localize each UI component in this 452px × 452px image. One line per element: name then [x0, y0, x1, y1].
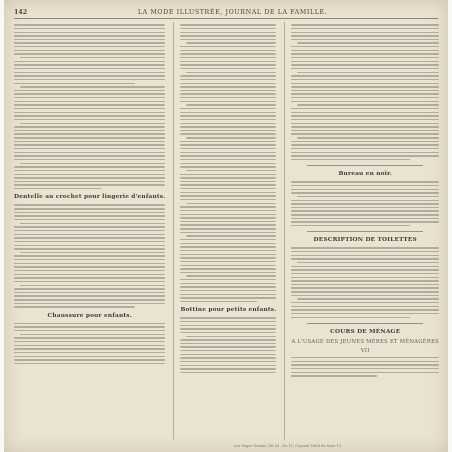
text-line — [291, 32, 439, 33]
text-line — [14, 130, 165, 131]
text-line — [297, 196, 439, 197]
section-divider — [307, 165, 423, 166]
text-line — [14, 28, 165, 29]
text-line — [180, 144, 276, 145]
text-line — [291, 133, 439, 134]
section-subheading: A L'USAGE DES JEUNES MÈRES ET MÉNAGÈRES — [291, 338, 440, 345]
journal-title: LA MODE ILLUSTRÉE, JOURNAL DE LA FAMILLE. — [137, 8, 328, 16]
text-line — [180, 93, 276, 94]
text-line — [291, 375, 377, 376]
text-line — [180, 188, 276, 189]
text-line — [291, 291, 439, 292]
text-line — [14, 359, 165, 360]
text-line — [297, 137, 439, 138]
text-block — [180, 317, 276, 373]
text-line — [14, 263, 165, 264]
text-line — [20, 57, 165, 58]
text-line — [14, 215, 165, 216]
text-line — [180, 123, 276, 124]
text-line — [291, 155, 439, 156]
text-line — [14, 266, 165, 267]
text-line — [14, 306, 135, 307]
text-line — [186, 42, 276, 43]
text-line — [20, 285, 165, 286]
text-line — [291, 144, 439, 145]
text-line — [180, 101, 276, 102]
text-line — [180, 261, 276, 262]
text-line — [291, 210, 439, 211]
text-line — [180, 75, 276, 76]
text-line — [14, 90, 165, 91]
section-divider — [307, 323, 423, 324]
text-line — [291, 361, 439, 362]
text-line — [180, 32, 276, 33]
text-line — [291, 115, 439, 116]
text-line — [14, 188, 102, 189]
text-line — [291, 273, 439, 274]
text-line — [180, 166, 276, 167]
section-chapter-number: VII — [360, 347, 370, 354]
text-line — [291, 68, 439, 69]
text-line — [291, 317, 409, 318]
text-line — [180, 214, 276, 215]
text-line — [14, 259, 165, 260]
text-line — [14, 219, 165, 220]
text-line — [186, 235, 276, 236]
text-line — [291, 90, 439, 91]
text-line — [291, 61, 439, 62]
text-line — [180, 90, 276, 91]
text-line — [291, 200, 439, 201]
text-line — [14, 108, 165, 109]
text-line — [291, 148, 439, 149]
text-line — [14, 303, 165, 304]
text-line — [180, 46, 276, 47]
text-line — [291, 255, 439, 256]
text-line — [180, 97, 276, 98]
text-line — [14, 68, 165, 69]
text-line — [14, 83, 135, 84]
text-line — [180, 181, 276, 182]
text-line — [291, 101, 439, 102]
text-line — [291, 57, 439, 58]
text-line — [180, 195, 276, 196]
text-block — [14, 204, 165, 307]
newspaper-page — [4, 0, 448, 452]
text-line — [14, 166, 165, 167]
text-line — [14, 234, 165, 235]
text-line — [180, 294, 276, 295]
text-line — [180, 115, 276, 116]
text-line — [180, 250, 276, 251]
text-line — [291, 123, 439, 124]
text-line — [291, 368, 439, 369]
text-line — [20, 252, 165, 253]
text-line — [180, 357, 276, 358]
text-line — [180, 328, 276, 329]
text-line — [186, 104, 276, 105]
text-line — [291, 214, 439, 215]
text-line — [291, 221, 439, 222]
text-line — [180, 148, 276, 149]
text-line — [180, 199, 276, 200]
text-line — [14, 115, 165, 116]
text-line — [180, 126, 276, 127]
text-line — [14, 292, 165, 293]
text-line — [180, 279, 276, 280]
text-block — [291, 247, 439, 318]
text-line — [14, 226, 165, 227]
text-line — [297, 72, 439, 73]
text-line — [291, 97, 439, 98]
section-heading: DESCRIPTION DE TOILETTES — [313, 237, 417, 244]
text-line — [180, 254, 276, 255]
text-line — [180, 224, 276, 225]
text-line — [180, 174, 276, 175]
text-line — [20, 123, 165, 124]
text-line — [291, 189, 439, 190]
text-line — [14, 248, 165, 249]
text-line — [291, 313, 439, 314]
text-line — [180, 265, 276, 266]
text-line — [180, 283, 276, 284]
page-footer-note: Les Pages Grisatt, Dit A1, No 11, Copoint 1868 de Sous 12. — [234, 444, 343, 448]
text-line — [291, 218, 439, 219]
text-line — [14, 177, 165, 178]
text-line — [180, 53, 276, 54]
text-line — [186, 275, 276, 276]
text-line — [14, 341, 165, 342]
text-line — [14, 363, 165, 364]
text-line — [14, 42, 165, 43]
text-line — [14, 101, 165, 102]
text-line — [14, 174, 165, 175]
text-line — [14, 133, 165, 134]
text-line — [180, 354, 276, 355]
text-line — [180, 61, 276, 62]
text-line — [14, 112, 165, 113]
text-line — [180, 246, 276, 247]
text-line — [14, 35, 165, 36]
section-heading: Chaussure pour enfants. — [47, 312, 132, 319]
text-line — [14, 323, 165, 324]
text-line — [180, 39, 276, 40]
text-line — [14, 144, 165, 145]
text-line — [14, 79, 165, 80]
text-line — [180, 133, 276, 134]
text-line — [180, 210, 276, 211]
text-line — [14, 230, 165, 231]
text-line — [14, 208, 165, 209]
section-heading: Bureau en noir. — [338, 171, 393, 178]
text-line — [180, 159, 276, 160]
section-divider — [307, 231, 423, 232]
text-line — [14, 337, 165, 338]
text-line — [180, 301, 257, 302]
text-line — [14, 330, 165, 331]
text-line — [297, 104, 439, 105]
text-line — [297, 262, 439, 263]
text-line — [291, 306, 439, 307]
text-line — [180, 297, 276, 298]
text-line — [186, 203, 276, 204]
text-line — [14, 53, 165, 54]
text-line — [291, 280, 439, 281]
text-line — [291, 159, 409, 160]
text-line — [14, 104, 165, 105]
text-line — [14, 345, 165, 346]
text-line — [291, 126, 439, 127]
text-line — [180, 290, 276, 291]
text-line — [14, 32, 165, 33]
page-header — [14, 6, 438, 19]
text-line — [14, 326, 165, 327]
text-line — [180, 321, 276, 322]
text-line — [180, 35, 276, 36]
text-line — [14, 155, 165, 156]
text-line — [180, 184, 276, 185]
text-line — [14, 148, 165, 149]
text-line — [291, 93, 439, 94]
text-line — [14, 288, 165, 289]
text-line — [291, 203, 439, 204]
text-line — [180, 79, 276, 80]
text-line — [180, 155, 276, 156]
text-line — [180, 339, 276, 340]
text-line — [180, 119, 276, 120]
text-line — [180, 141, 276, 142]
text-line — [180, 243, 276, 244]
text-line — [291, 251, 439, 252]
text-line — [291, 83, 439, 84]
column-middle — [173, 22, 276, 440]
text-line — [14, 181, 165, 182]
text-line — [291, 39, 439, 40]
text-line — [180, 50, 276, 51]
text-line — [14, 93, 165, 94]
text-line — [14, 277, 165, 278]
text-line — [180, 268, 276, 269]
text-line — [14, 72, 165, 73]
text-line — [291, 372, 439, 373]
text-line — [14, 295, 165, 296]
text-line — [186, 72, 276, 73]
text-block — [14, 323, 165, 364]
text-line — [20, 86, 165, 87]
text-line — [291, 141, 439, 142]
text-line — [14, 204, 165, 205]
text-line — [180, 228, 276, 229]
text-line — [180, 365, 276, 366]
text-line — [14, 137, 165, 138]
text-line — [180, 257, 276, 258]
text-line — [180, 68, 276, 69]
text-line — [291, 266, 439, 267]
text-line — [186, 336, 276, 337]
text-line — [291, 64, 439, 65]
text-line — [291, 28, 439, 29]
text-block — [291, 357, 439, 377]
text-line — [291, 192, 439, 193]
text-line — [14, 274, 165, 275]
text-line — [291, 50, 439, 51]
text-line — [291, 152, 439, 153]
text-line — [291, 302, 439, 303]
text-line — [291, 269, 439, 270]
text-line — [291, 287, 439, 288]
text-block — [291, 24, 439, 160]
text-line — [14, 141, 165, 142]
text-line — [14, 97, 165, 98]
page-number: 142 — [14, 8, 28, 16]
text-line — [14, 46, 165, 47]
text-line — [180, 317, 276, 318]
text-line — [14, 75, 165, 76]
text-line — [14, 61, 165, 62]
text-line — [20, 163, 165, 164]
text-line — [291, 207, 439, 208]
text-line — [291, 24, 439, 25]
article-columns — [14, 22, 438, 440]
section-heading: COURS DE MÉNAGE — [330, 328, 401, 335]
text-line — [180, 57, 276, 58]
text-line — [14, 50, 165, 51]
text-block — [291, 181, 439, 226]
text-line — [291, 79, 439, 80]
text-line — [180, 24, 276, 25]
text-line — [291, 46, 439, 47]
column-left — [14, 22, 165, 440]
section-heading: Dentelle au crochet pour lingerie d'enfants. — [14, 194, 166, 201]
section-heading: Bottine pour petits enfants. — [180, 307, 277, 314]
text-line — [14, 126, 165, 127]
text-line — [14, 241, 165, 242]
text-line — [186, 137, 276, 138]
text-line — [20, 334, 165, 335]
text-line — [291, 53, 439, 54]
text-line — [291, 284, 439, 285]
text-line — [291, 258, 439, 259]
text-line — [14, 159, 165, 160]
text-line — [180, 368, 276, 369]
text-line — [180, 86, 276, 87]
text-line — [14, 152, 165, 153]
text-line — [14, 255, 165, 256]
text-line — [291, 112, 439, 113]
text-line — [20, 223, 165, 224]
text-line — [14, 356, 165, 357]
text-line — [180, 192, 276, 193]
text-line — [291, 185, 439, 186]
text-line — [291, 295, 439, 296]
text-line — [291, 357, 439, 358]
page-margin-right — [448, 0, 452, 452]
text-line — [291, 181, 439, 182]
text-line — [297, 42, 439, 43]
text-line — [14, 245, 165, 246]
text-line — [180, 232, 276, 233]
text-line — [291, 108, 439, 109]
text-line — [180, 28, 276, 29]
text-line — [180, 346, 276, 347]
text-line — [291, 225, 409, 226]
text-line — [180, 239, 276, 240]
text-line — [14, 39, 165, 40]
text-line — [291, 247, 439, 248]
text-line — [291, 119, 439, 120]
text-line — [186, 170, 276, 171]
text-line — [291, 309, 439, 310]
text-line — [180, 361, 276, 362]
text-line — [291, 130, 439, 131]
text-line — [291, 277, 439, 278]
text-line — [180, 108, 276, 109]
text-line — [291, 75, 439, 76]
text-line — [14, 64, 165, 65]
text-line — [14, 119, 165, 120]
text-line — [14, 212, 165, 213]
text-line — [180, 177, 276, 178]
text-line — [14, 170, 165, 171]
text-line — [14, 299, 165, 300]
column-right — [284, 22, 439, 440]
text-line — [297, 298, 439, 299]
text-line — [291, 35, 439, 36]
text-line — [180, 217, 276, 218]
text-line — [291, 86, 439, 87]
text-line — [180, 325, 276, 326]
text-line — [180, 83, 276, 84]
text-line — [180, 221, 276, 222]
text-line — [180, 64, 276, 65]
text-line — [14, 184, 165, 185]
text-line — [291, 364, 439, 365]
text-line — [180, 332, 276, 333]
text-line — [14, 348, 165, 349]
text-line — [14, 24, 165, 25]
text-block — [180, 24, 276, 302]
text-line — [180, 286, 276, 287]
text-block — [14, 24, 165, 189]
text-line — [180, 343, 276, 344]
text-line — [14, 352, 165, 353]
text-line — [180, 206, 276, 207]
text-line — [180, 272, 276, 273]
text-line — [14, 270, 165, 271]
text-line — [14, 281, 165, 282]
text-line — [14, 237, 165, 238]
text-line — [180, 130, 276, 131]
text-line — [180, 152, 276, 153]
text-line — [180, 372, 276, 373]
text-line — [180, 163, 276, 164]
text-line — [180, 112, 276, 113]
text-line — [180, 350, 276, 351]
